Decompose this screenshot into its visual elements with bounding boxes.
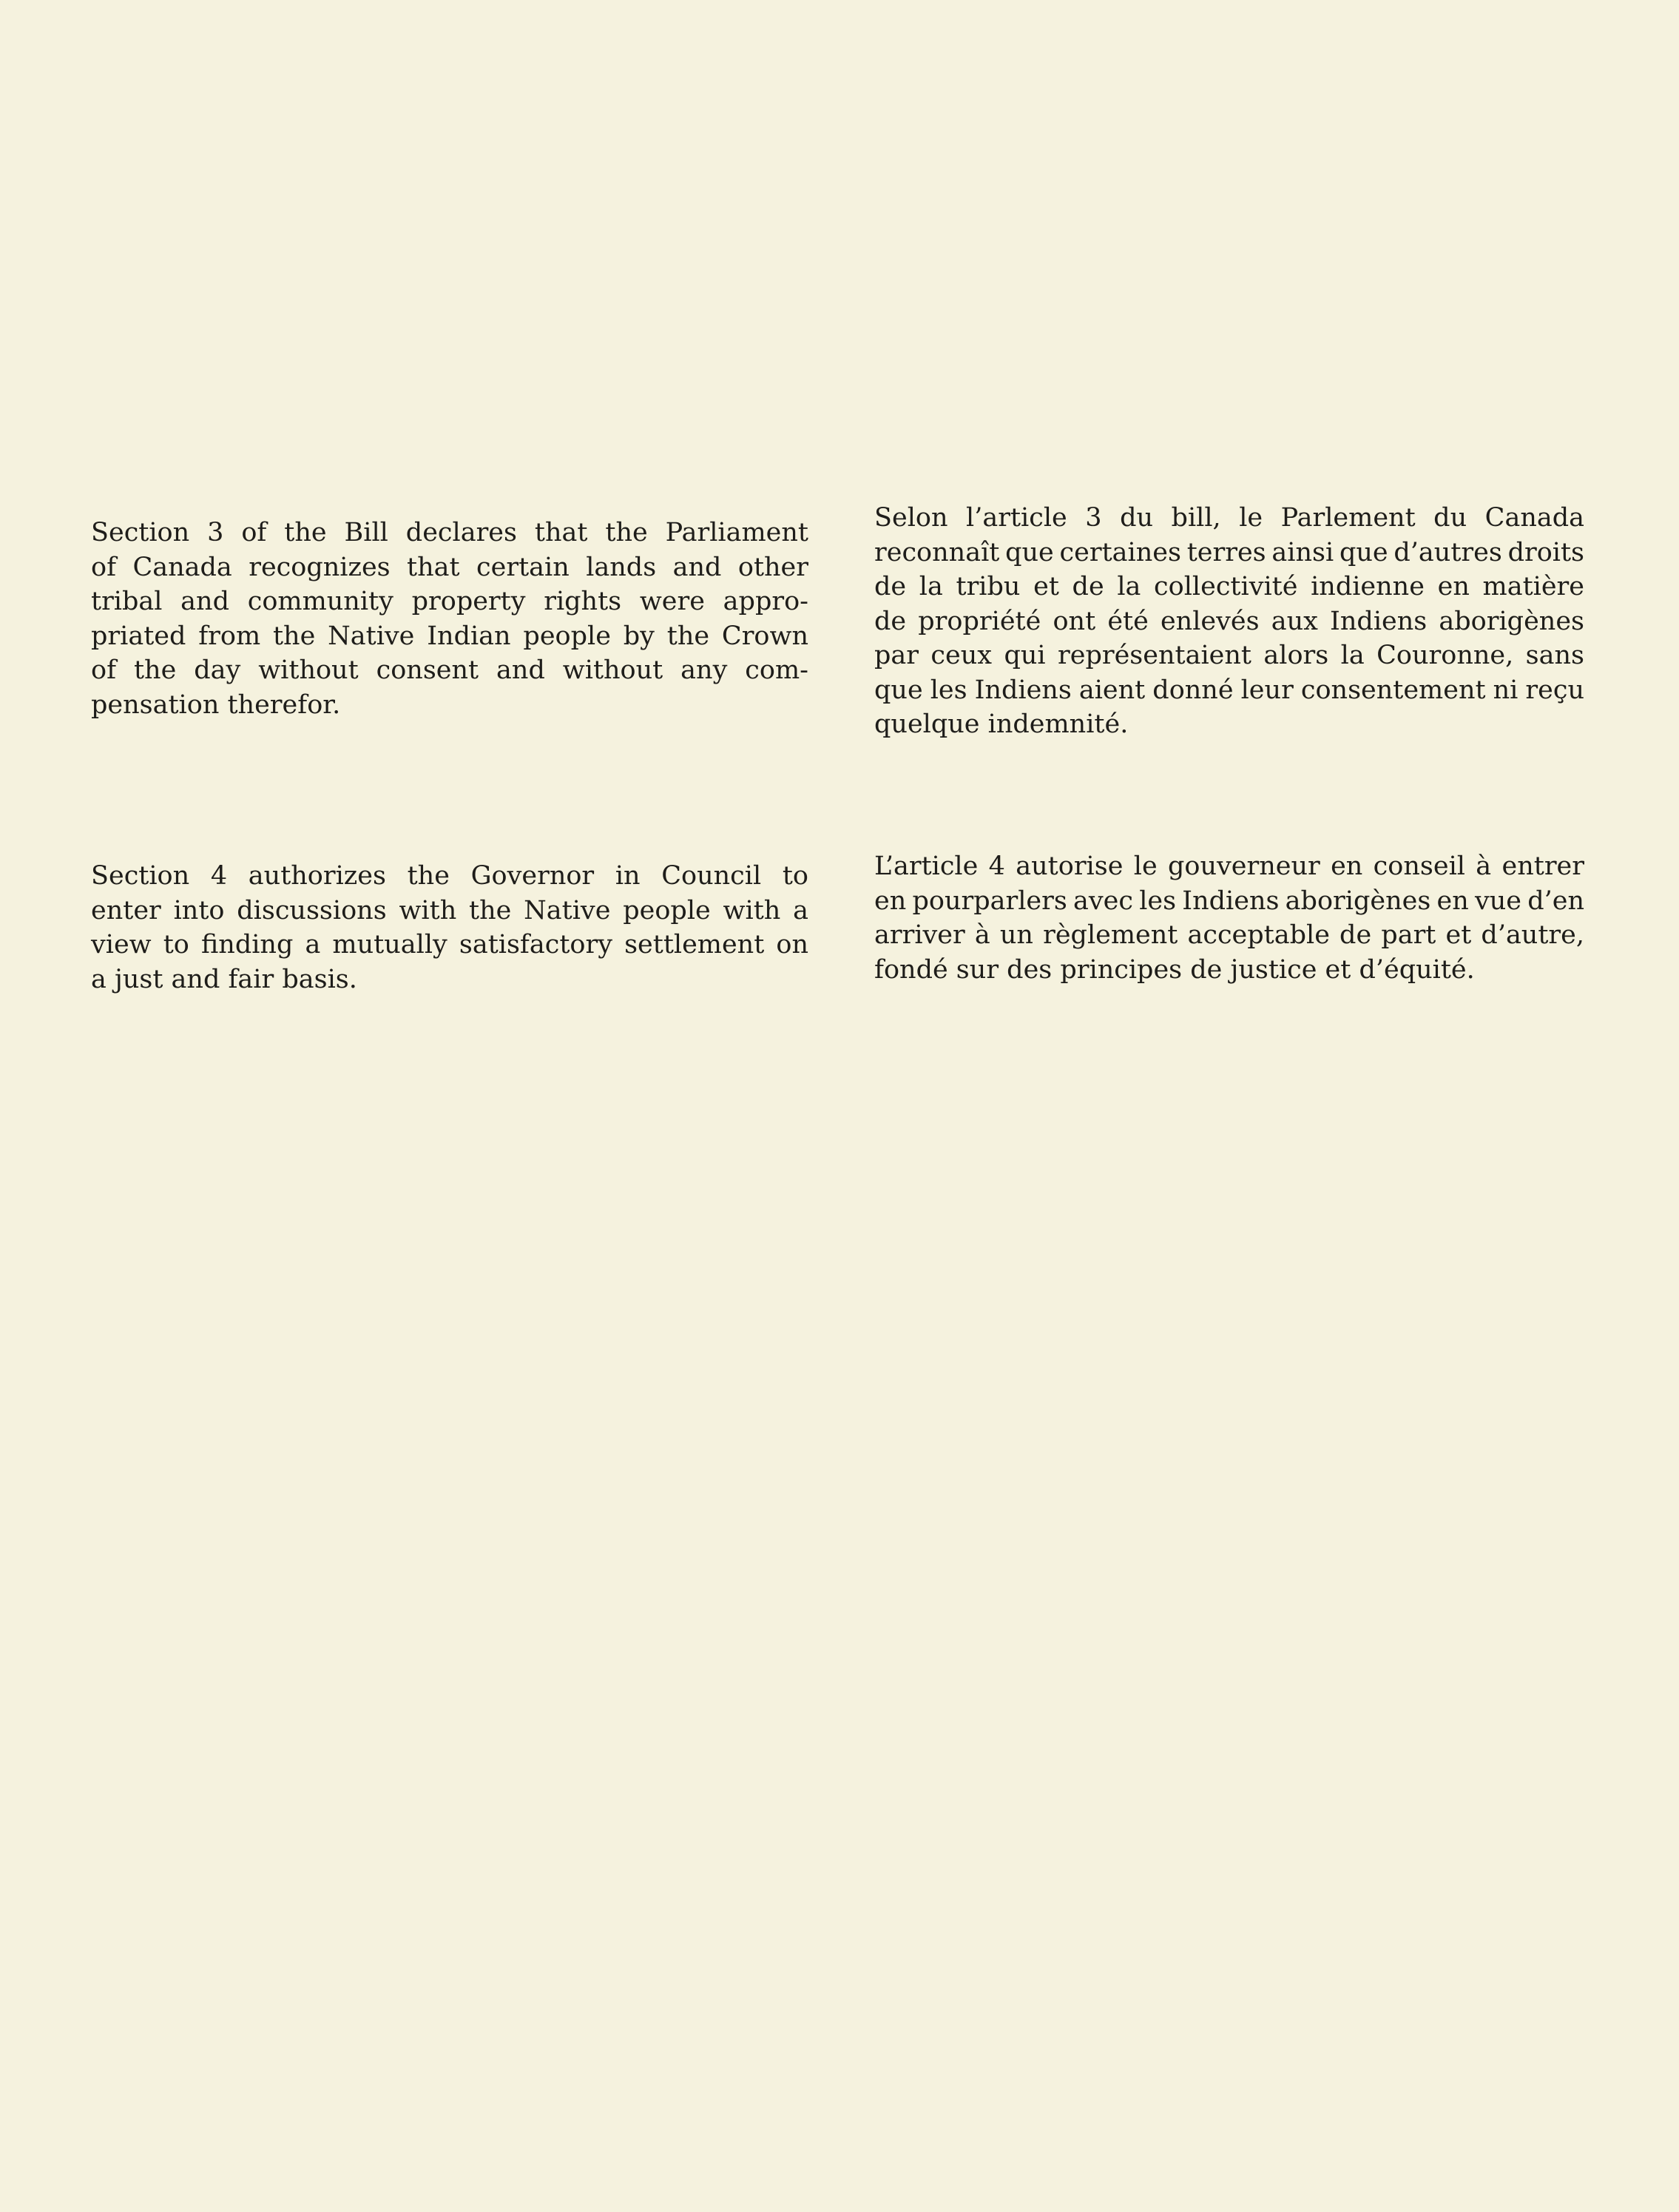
text-line: quelque indemnité. xyxy=(874,709,1129,739)
text-line: de la tribu et de la collectivité indienne en matière xyxy=(874,572,1584,601)
text-line: priated from the Native Indian people by the Crown xyxy=(91,621,808,651)
english-section-3-paragraph xyxy=(91,516,808,722)
text-line: que les Indiens aient donné leur consentement ni reçu xyxy=(874,675,1584,705)
text-line: par ceux qui représentaient alors la Couronne, sans xyxy=(874,641,1584,670)
french-section-4-paragraph xyxy=(874,849,1584,987)
french-section-3-paragraph xyxy=(874,501,1584,742)
text-line: enter into discussions with the Native people with a xyxy=(91,895,808,925)
text-line: of the day without consent and without any com- xyxy=(91,655,808,685)
text-line: view to finding a mutually satisfactory settlement on xyxy=(91,930,808,960)
text-line: pensation therefor. xyxy=(91,689,341,720)
text-line: a just and fair basis. xyxy=(91,964,357,994)
text-line: en pourparlers avec les Indiens aborigènes en vue d’en xyxy=(874,886,1584,916)
text-line: Section 3 of the Bill declares that the Parliament xyxy=(91,518,808,547)
text-line: Selon l’article 3 du bill, le Parlement du Canada xyxy=(874,503,1584,533)
english-section-4-paragraph xyxy=(91,859,808,997)
text-line: tribal and community property rights were appro- xyxy=(91,587,808,616)
text-line: reconnaît que certaines terres ainsi que d’autres droits xyxy=(874,537,1584,567)
text-line: fondé sur des principes de justice et d’équité. xyxy=(874,954,1475,985)
text-line: Section 4 authorizes the Governor in Council to xyxy=(91,861,808,891)
text-line: arriver à un règlement acceptable de part et d’autre, xyxy=(874,920,1584,950)
text-line: de propriété ont été enlevés aux Indiens aborigènes xyxy=(874,606,1584,636)
text-line: L’article 4 autorise le gouverneur en conseil à entrer xyxy=(874,852,1584,881)
text-line: of Canada recognizes that certain lands and other xyxy=(91,552,808,582)
